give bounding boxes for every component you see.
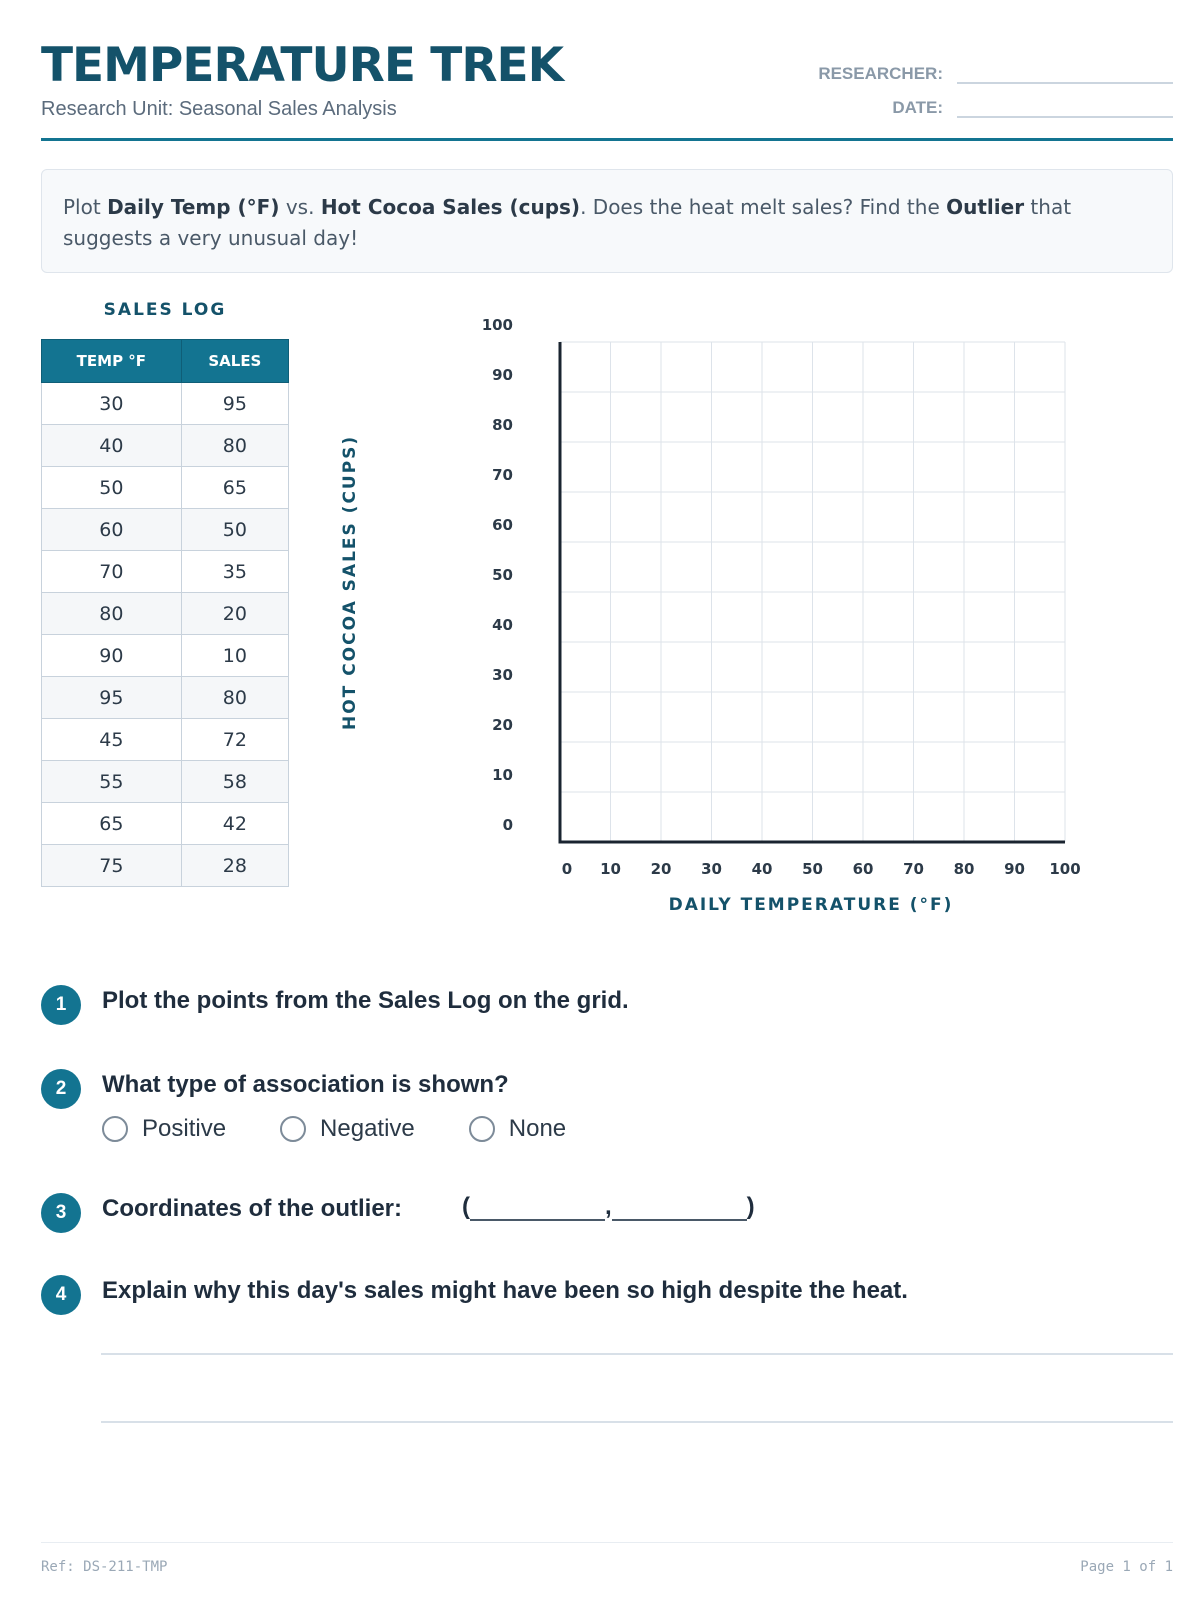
worksheet-header (41, 38, 1173, 141)
x-tick-label: 30 (701, 860, 722, 878)
y-tick-label: 90 (492, 366, 513, 384)
question-number-1: 1 (41, 985, 81, 1025)
option-none[interactable] (469, 1115, 566, 1143)
question-number-4: 4 (41, 1275, 81, 1315)
y-tick-label: 0 (502, 816, 513, 834)
temp-cell: 50 (42, 467, 182, 509)
radio-none[interactable] (469, 1116, 495, 1142)
intro-text-3: . Does the heat melt sales? Find the (580, 195, 947, 219)
table-row (42, 551, 289, 593)
worksheet-title: TEMPERATURE TREK (41, 38, 564, 93)
question-text-4: Explain why this day's sales might have been so high despite the heat. (102, 1277, 908, 1304)
sales-cell: 20 (181, 593, 288, 635)
sales-column-header: SALES (181, 340, 288, 383)
y-tick-label: 20 (492, 716, 513, 734)
table-row (42, 761, 289, 803)
open-paren: ( (462, 1193, 470, 1220)
sales-cell: 35 (181, 551, 288, 593)
y-tick-label: 30 (492, 666, 513, 684)
x-tick-label: 50 (802, 860, 823, 878)
sales-cell: 80 (181, 425, 288, 467)
x-tick-label: 20 (650, 860, 672, 878)
temp-cell: 45 (42, 719, 182, 761)
x-tick-label: 40 (751, 860, 773, 878)
sales-log-title: SALES LOG (103, 300, 227, 320)
table-row (42, 803, 289, 845)
outlier-coordinates (462, 1193, 755, 1221)
page-footer (41, 1542, 1173, 1575)
researcher-row (817, 64, 1173, 84)
question-text-3: Coordinates of the outlier: (102, 1195, 402, 1222)
y-tick-label: 60 (492, 516, 513, 534)
sales-cell: 50 (181, 509, 288, 551)
intro-text-2: vs. (279, 195, 321, 219)
table-row (42, 845, 289, 887)
date-row (817, 98, 1173, 118)
page-number: Page 1 of 1 (1080, 1559, 1173, 1575)
comma-separator: , (605, 1193, 612, 1220)
scatter-plot-grid[interactable] (460, 316, 1081, 878)
x-tick-label: 70 (903, 860, 924, 878)
table-row (42, 635, 289, 677)
question-text-2: What type of association is shown? (102, 1071, 509, 1098)
intro-bold-outlier: Outlier (946, 195, 1025, 219)
y-tick-label: 50 (492, 566, 513, 584)
x-tick-label: 80 (953, 860, 975, 878)
sales-log-header-row (42, 340, 289, 383)
table-row (42, 593, 289, 635)
x-axis-label: DAILY TEMPERATURE (°F) (668, 895, 954, 915)
date-label: DATE: (892, 98, 943, 117)
y-tick-label: 40 (492, 616, 513, 634)
y-tick-label: 80 (492, 416, 513, 434)
association-options (102, 1115, 620, 1143)
outlier-x-blank[interactable] (470, 1197, 605, 1221)
temp-cell: 60 (42, 509, 182, 551)
x-tick-label: 90 (1004, 860, 1025, 878)
option-negative[interactable] (280, 1115, 415, 1143)
intro-bold-sales: Hot Cocoa Sales (cups) (320, 195, 581, 219)
x-tick-label: 10 (600, 860, 621, 878)
researcher-label: RESEARCHER: (818, 64, 943, 83)
temp-cell: 80 (42, 593, 182, 635)
temp-cell: 55 (42, 761, 182, 803)
sales-cell: 72 (181, 719, 288, 761)
sales-cell: 42 (181, 803, 288, 845)
sales-cell: 65 (181, 467, 288, 509)
temp-column-header: TEMP °F (42, 340, 182, 383)
answer-line-1[interactable] (101, 1353, 1173, 1355)
table-row (42, 677, 289, 719)
sales-cell: 58 (181, 761, 288, 803)
x-tick-label: 0 (561, 860, 573, 878)
option-negative-label: Negative (320, 1115, 415, 1142)
sales-cell: 28 (181, 845, 288, 887)
table-row (42, 467, 289, 509)
temp-cell: 75 (42, 845, 182, 887)
temp-cell: 40 (42, 425, 182, 467)
question-number-3: 3 (41, 1193, 81, 1233)
y-axis-label: HOT COCOA SALES (CUPS) (340, 434, 360, 730)
sales-cell: 80 (181, 677, 288, 719)
temp-cell: 95 (42, 677, 182, 719)
x-tick-label: 100 (1049, 860, 1081, 878)
researcher-field[interactable] (957, 64, 1173, 84)
close-paren: ) (746, 1193, 755, 1220)
table-row (42, 719, 289, 761)
option-positive[interactable] (102, 1115, 226, 1143)
reference-code: Ref: DS-211-TMP (41, 1559, 168, 1575)
question-text-1: Plot the points from the Sales Log on the grid. (102, 987, 629, 1014)
radio-positive[interactable] (102, 1116, 128, 1142)
sales-log-body (42, 383, 289, 887)
intro-text-1: Plot (63, 195, 108, 219)
y-tick-label: 10 (492, 766, 513, 784)
instructions-box (41, 169, 1173, 273)
temp-cell: 65 (42, 803, 182, 845)
sales-cell: 95 (181, 383, 288, 425)
outlier-y-blank[interactable] (612, 1197, 747, 1221)
date-field[interactable] (957, 98, 1173, 118)
question-number-2: 2 (41, 1069, 81, 1109)
y-tick-label: 70 (492, 466, 513, 484)
worksheet-subtitle: Research Unit: Seasonal Sales Analysis (41, 98, 397, 120)
answer-line-2[interactable] (101, 1421, 1173, 1423)
intro-bold-temp: Daily Temp (°F) (107, 195, 280, 219)
x-tick-label: 60 (852, 860, 874, 878)
temp-cell: 90 (42, 635, 182, 677)
option-positive-label: Positive (142, 1115, 227, 1142)
sales-log-table (41, 339, 289, 887)
table-row (42, 509, 289, 551)
temp-cell: 70 (42, 551, 182, 593)
table-row (42, 383, 289, 425)
temp-cell: 30 (42, 383, 182, 425)
table-row (42, 425, 289, 467)
sales-cell: 10 (181, 635, 288, 677)
radio-negative[interactable] (280, 1116, 306, 1142)
option-none-label: None (508, 1115, 567, 1142)
y-tick-label: 100 (481, 316, 513, 334)
intro-text-4: that suggests a very unusual day! (63, 195, 1072, 250)
